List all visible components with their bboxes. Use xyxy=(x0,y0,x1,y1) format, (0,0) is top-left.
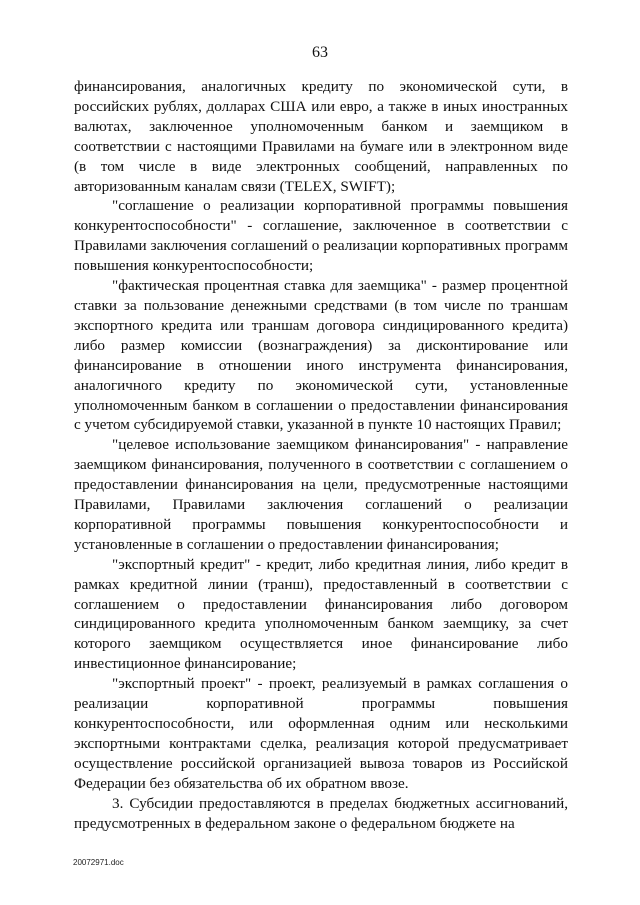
footer-document-code: 20072971.doc xyxy=(73,858,124,867)
paragraph-competitiveness-agreement: "соглашение о реализации корпоративной программы повышения конкурентоспособности" - соглашение, заключенное в соответствии с Правилами заключения соглашений о реализации корпоративных программ повышения конкурентоспособности; xyxy=(74,197,568,275)
paragraph-export-project: "экспортный проект" - проект, реализуемый в рамках соглашения о реализации корпоративной программы повышения конкурентоспособности, или оформленная одним или несколькими экспортными контрактами сделка, реализация которой предусматривает осуществление российской организацией вывоза товаров из Российской Федерации без обязательства об их обратном ввозе. xyxy=(74,675,568,792)
paragraph-subsidies-item-3: 3. Субсидии предоставляются в пределах бюджетных ассигнований, предусмотренных в федеральном законе о федеральном бюджете на xyxy=(74,794,568,832)
paragraph-financing-agreement-continued: финансирования, аналогичных кредиту по экономической сути, в российских рублях, долларах США или евро, а также в иных иностранных валютах, заключенное уполномоченным банком и заемщиком в соответствии с настоящими Правилами на бумаге или в электронном виде (в том числе в виде электронных сообщений, направленных по авторизованным каналам связи (TELEX, SWIFT); xyxy=(74,78,568,195)
page-number: 63 xyxy=(312,44,328,61)
document-body xyxy=(74,77,568,833)
paragraph-export-credit: "экспортный кредит" - кредит, либо кредитная линия, либо кредит в рамках кредитной линии (транш), предоставленный в соответствии с соглашением о предоставлении финансирования либо договором синдицированного кредита уполномоченным банком заемщику, за счет которого заемщиком осуществляется иное финансирование либо инвестиционное финансирование; xyxy=(74,555,568,673)
paragraph-targeted-use: "целевое использование заемщиком финансирования" - направление заемщиком финансирования, полученного в соответствии с соглашением о предоставлении финансирования на цели, предусмотренные настоящими Правилами, Правилами заключения соглашений о реализации корпоративной программы повышения конкурентоспособности и установленные в соглашении о предоставлении финансирования; xyxy=(74,436,568,553)
paragraph-actual-interest-rate: "фактическая процентная ставка для заемщика" - размер процентной ставки за пользование денежными средствами (в том числе по траншам экспортного кредита или траншам договора синдицированного кредита) либо размер комиссии (вознаграждения) за дисконтирование или финансирование в отношении иного инструмента финансирования, аналогичного кредиту по экономической сути, установленные уполномоченным банком в соглашении о предоставлении финансирования с учетом субсидируемой ставки, указанной в пункте 10 настоящих Правил; xyxy=(74,277,568,434)
